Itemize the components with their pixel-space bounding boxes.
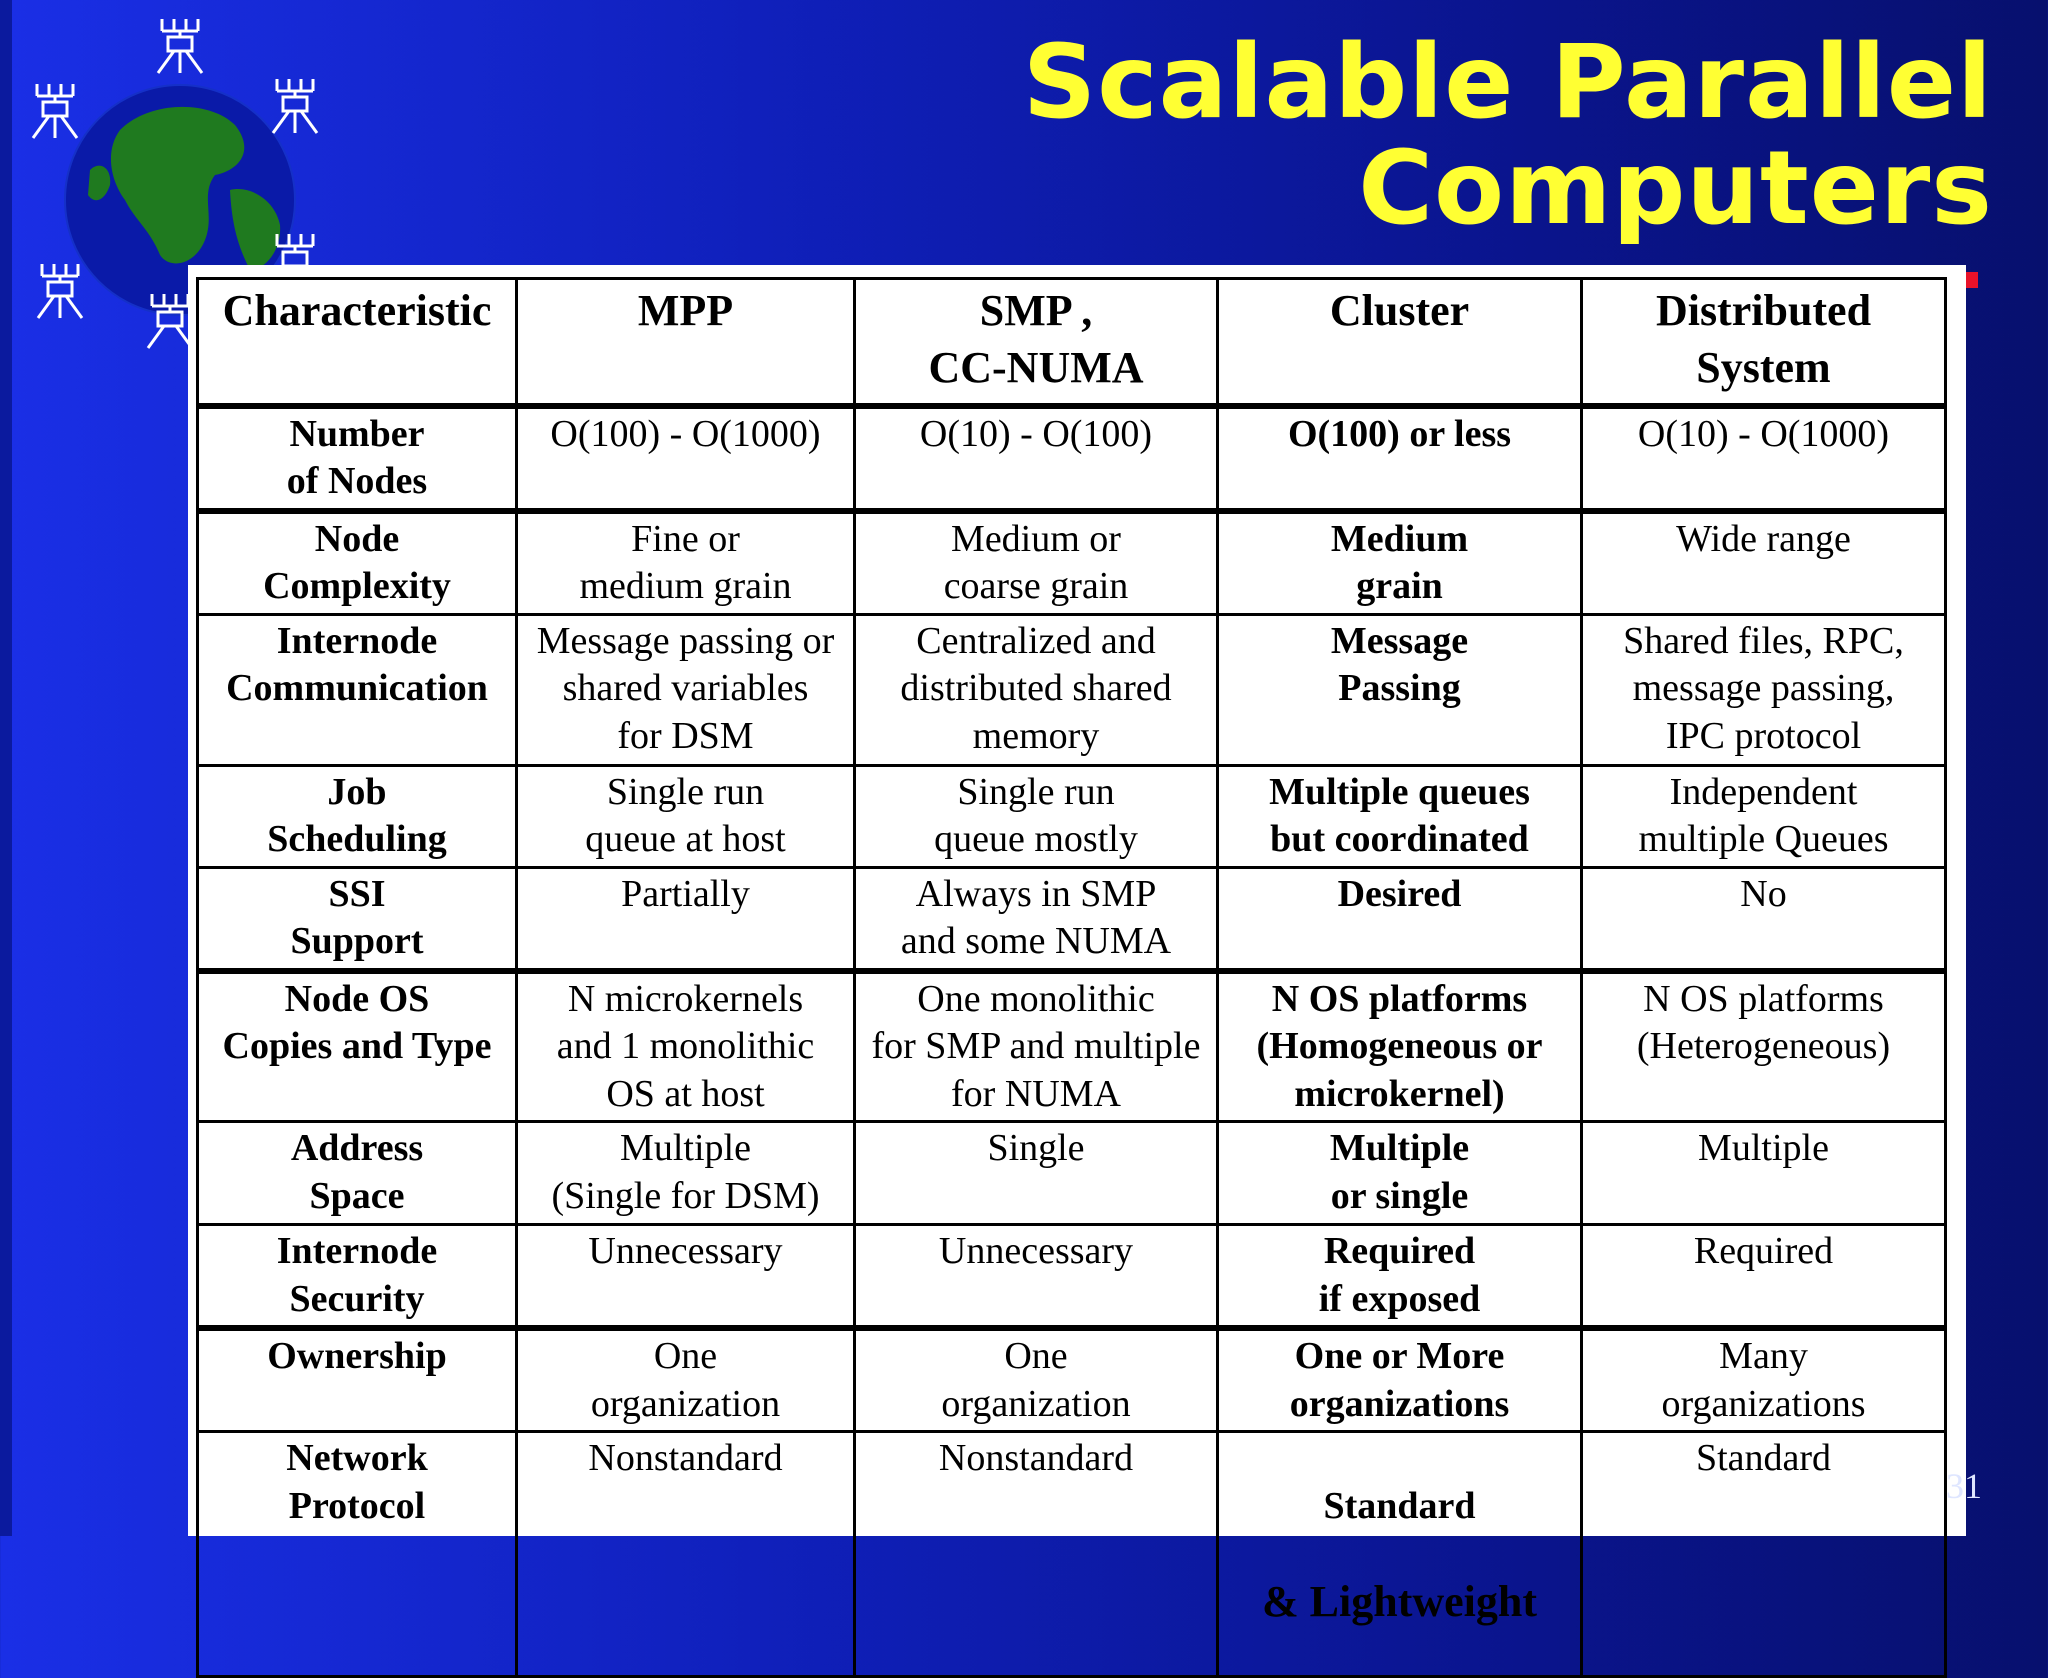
row-label: Internode Security xyxy=(198,1225,517,1329)
cell-cluster: One or More organizations xyxy=(1218,1328,1582,1432)
cell-cluster: Desired xyxy=(1218,867,1582,971)
slide-title xyxy=(1022,23,1993,248)
cell-smp: Unnecessary xyxy=(855,1225,1218,1329)
cell-smp: Centralized and distributed shared memory xyxy=(855,614,1218,765)
cell-cluster: Multiple queues but coordinated xyxy=(1218,765,1582,867)
cell-cluster: Medium grain xyxy=(1218,511,1582,615)
slide-title-line-2: Computers xyxy=(1358,129,1993,248)
row-label: Node Complexity xyxy=(198,511,517,615)
row-label: SSI Support xyxy=(198,867,517,971)
table-row xyxy=(198,1225,1946,1329)
comparison-table xyxy=(196,277,1947,1678)
cell-mpp: Single run queue at host xyxy=(517,765,855,867)
cell-distributed: Wide range xyxy=(1582,511,1946,615)
cell-distributed: Many organizations xyxy=(1582,1328,1946,1432)
table-row xyxy=(198,765,1946,867)
cell-cluster: N OS platforms (Homogeneous or microkernel) xyxy=(1218,971,1582,1122)
cell-cluster-line-1: Standard xyxy=(1323,1484,1476,1527)
cell-mpp: One organization xyxy=(517,1328,855,1432)
cell-distributed: O(10) - O(1000) xyxy=(1582,406,1946,511)
cell-smp: Nonstandard xyxy=(855,1432,1218,1677)
cell-distributed: No xyxy=(1582,867,1946,971)
header-characteristic: Characteristic xyxy=(198,279,517,406)
header-mpp: MPP xyxy=(517,279,855,406)
cell-smp: One monolithic for SMP and multiple for NUMA xyxy=(855,971,1218,1122)
cell-cluster: O(100) or less xyxy=(1218,406,1582,511)
cell-distributed: Standard xyxy=(1582,1432,1946,1677)
cell-mpp: Partially xyxy=(517,867,855,971)
cell-mpp: Message passing or shared variables for DSM xyxy=(517,614,855,765)
header-cluster: Cluster xyxy=(1218,279,1582,406)
cell-smp: O(10) - O(100) xyxy=(855,406,1218,511)
row-label: Internode Communication xyxy=(198,614,517,765)
header-distributed-system: Distributed System xyxy=(1582,279,1946,406)
cell-smp: Always in SMP and some NUMA xyxy=(855,867,1218,971)
cell-smp: Single xyxy=(855,1122,1218,1225)
table-row xyxy=(198,1328,1946,1432)
cell-cluster: Multiple or single xyxy=(1218,1122,1582,1225)
cell-mpp: O(100) - O(1000) xyxy=(517,406,855,511)
row-label: Address Space xyxy=(198,1122,517,1225)
row-label: Node OS Copies and Type xyxy=(198,971,517,1122)
table-row xyxy=(198,1122,1946,1225)
cell-cluster: Message Passing xyxy=(1218,614,1582,765)
page-number: 31 xyxy=(1946,1466,1982,1506)
cell-smp: Single run queue mostly xyxy=(855,765,1218,867)
cell-mpp: N microkernels and 1 monolithic OS at host xyxy=(517,971,855,1122)
cell-distributed: Independent multiple Queues xyxy=(1582,765,1946,867)
row-label: Job Scheduling xyxy=(198,765,517,867)
cell-cluster-line-2: & Lightweight xyxy=(1262,1576,1537,1626)
cell-smp: Medium or coarse grain xyxy=(855,511,1218,615)
comparison-table-panel xyxy=(188,265,1966,1626)
cell-distributed: Shared files, RPC, message passing, IPC protocol xyxy=(1582,614,1946,765)
cell-distributed: Required xyxy=(1582,1225,1946,1329)
table-row xyxy=(198,406,1946,511)
row-label: Number of Nodes xyxy=(198,406,517,511)
cell-mpp: Unnecessary xyxy=(517,1225,855,1329)
cell-cluster xyxy=(1218,1432,1582,1677)
cell-cluster: Required if exposed xyxy=(1218,1225,1582,1329)
cell-mpp: Multiple (Single for DSM) xyxy=(517,1122,855,1225)
table-row xyxy=(198,867,1946,971)
table-row xyxy=(198,511,1946,615)
cell-distributed: N OS platforms (Heterogeneous) xyxy=(1582,971,1946,1122)
table-header-row xyxy=(198,279,1946,406)
cell-mpp: Nonstandard xyxy=(517,1432,855,1677)
table-row xyxy=(198,971,1946,1122)
table-row xyxy=(198,614,1946,765)
row-label: Ownership xyxy=(198,1328,517,1432)
slide-title-line-1: Scalable Parallel xyxy=(1022,23,1993,142)
header-smp-ccnuma: SMP , CC-NUMA xyxy=(855,279,1218,406)
row-label: Network Protocol xyxy=(198,1432,517,1677)
cell-smp: One organization xyxy=(855,1328,1218,1432)
table-row xyxy=(198,1432,1946,1677)
cell-distributed: Multiple xyxy=(1582,1122,1946,1225)
cell-mpp: Fine or medium grain xyxy=(517,511,855,615)
